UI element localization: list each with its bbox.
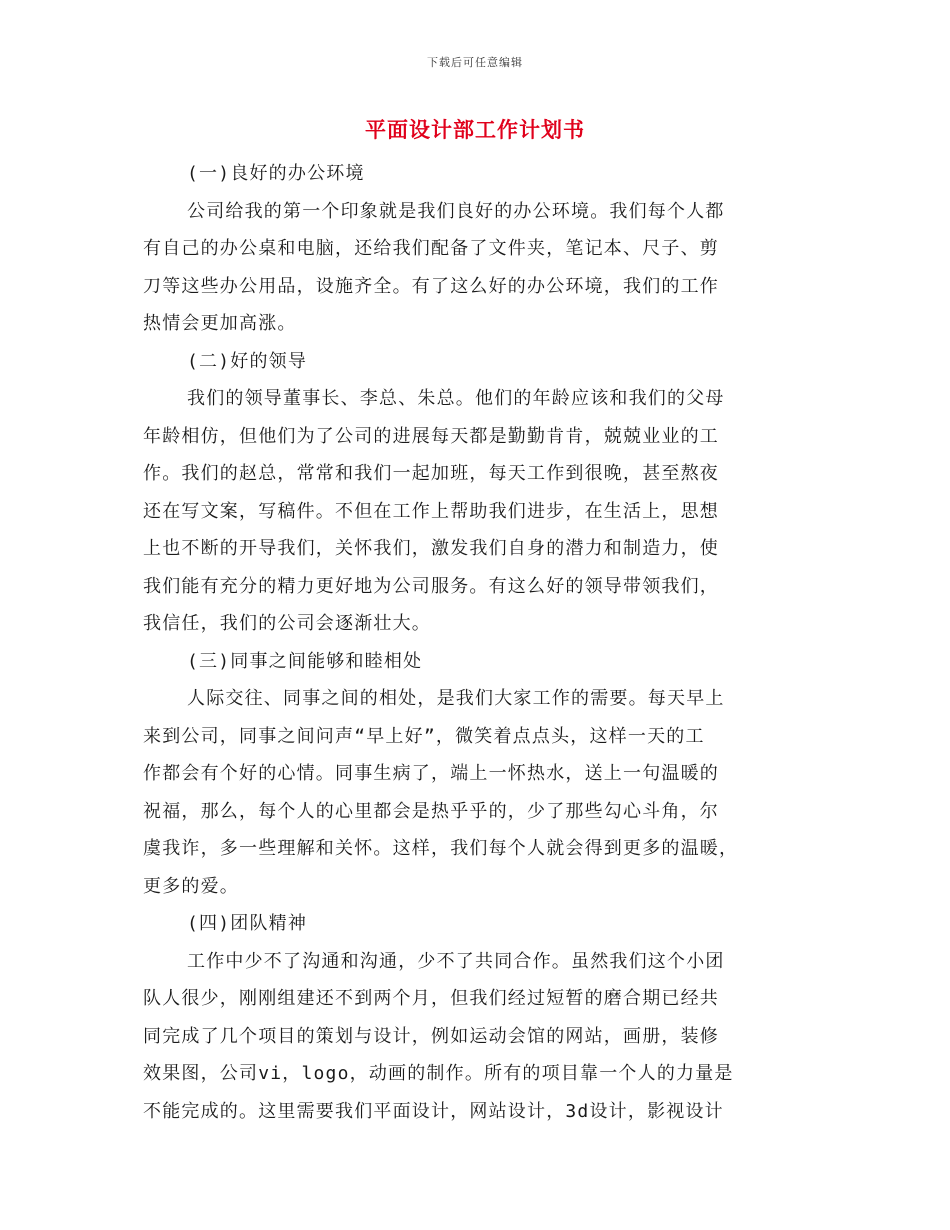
text-line: 作都会有个好的心情。同事生病了，端上一怀热水，送上一句温暖的 [143, 763, 719, 784]
text-line: 祝福，那么，每个人的心里都会是热乎乎的，少了那些勾心斗角，尔 [143, 800, 719, 822]
text-line: 工作中少不了沟通和沟通，少不了共同合作。虽然我们这个小团 [187, 950, 725, 972]
text-line: 我们能有充分的精力更好地为公司服务。有这么好的领导带领我们， [143, 575, 719, 597]
text-line: 虞我诈，多一些理解和关怀。这样，我们每个人就会得到更多的温暖， [143, 838, 739, 859]
document-title: 平面设计部工作计划书 [365, 118, 585, 142]
text-line: 来到公司，同事之间问声“早上好”，微笑着点点头，这样一天的工 [143, 725, 705, 747]
text-line: 我信任，我们的公司会逐渐壮大。 [143, 613, 431, 634]
header-note: 下载后可任意编辑 [427, 56, 523, 69]
document-body [143, 155, 807, 1130]
text-line: 人际交往、同事之间的相处，是我们大家工作的需要。每天早上 [187, 688, 725, 709]
text-line: 年龄相仿，但他们为了公司的进展每天都是勤勤肯肯，兢兢业业的工 [143, 425, 719, 447]
text-line: 还在写文案，写稿件。不但在工作上帮助我们进步，在生活上，思想 [143, 500, 719, 522]
text-line: (四)团队精神 [187, 913, 308, 934]
text-line: 上也不断的开导我们，关怀我们，激发我们自身的潜力和制造力，使 [143, 538, 719, 559]
text-line: 刀等这些办公用品，设施齐全。有了这么好的办公环境，我们的工作 [143, 275, 719, 297]
text-line: 队人很少，刚刚组建还不到两个月，但我们经过短暂的磨合期已经共 [143, 988, 719, 1009]
text-line: 同完成了几个项目的策划与设计，例如运动会馆的网站，画册，装修 [143, 1025, 719, 1047]
text-line: 公司给我的第一个印象就是我们良好的办公环境。我们每个人都 [187, 200, 725, 222]
text-line: (三)同事之间能够和睦相处 [187, 650, 423, 672]
text-line: 作。我们的赵总，常常和我们一起加班，每天工作到很晚，甚至熬夜 [143, 463, 719, 484]
text-line: 热情会更加高涨。 [143, 313, 297, 334]
text-line: (一)良好的办公环境 [187, 163, 365, 184]
text-line: 效果图，公司vi，logo，动画的制作。所有的项目靠一个人的力量是 [143, 1063, 734, 1084]
text-line: (二)好的领导 [187, 350, 308, 372]
text-line: 不能完成的。这里需要我们平面设计，网站设计，3d设计，影视设计 [143, 1100, 724, 1122]
text-line: 有自己的办公桌和电脑，还给我们配备了文件夹，笔记本、尺子、剪 [143, 238, 719, 259]
text-line: 我们的领导董事长、李总、朱总。他们的年龄应该和我们的父母 [187, 388, 725, 409]
text-line: 更多的爱。 [143, 875, 239, 897]
